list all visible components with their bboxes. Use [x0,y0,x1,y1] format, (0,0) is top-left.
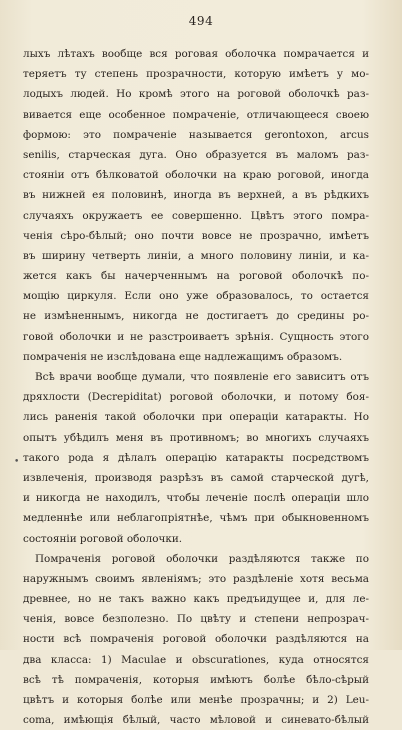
text-line: случаяхъ окружаетъ ее совершенно. Цвѣтъ этого помра- [23,209,369,222]
text-line: Помраченія роговой оболочки раздѣляются также по [35,552,369,565]
text-line: и никогда не находилъ, чтобы леченіе послѣ операціи шло [23,492,369,505]
text-line: senilis, старческая дуга. Оно образуется въ маломъ раз- [23,148,369,161]
text-line: цвѣтъ и которыя болѣе или менѣе прозрачны; и 2) Leu- [23,694,369,706]
text-line: лись раненія такой оболочки при операціи катаракты. Но [23,411,369,424]
text-line: такого рода я дѣлалъ операцію катаракты посредствомъ [23,451,369,464]
text-line: жется какъ бы начерченнымъ на роговой оболочкѣ по- [23,270,369,283]
text-line: лодыхъ людей. Но кромѣ этого на роговой оболочкѣ раз- [23,88,369,101]
margin-mark: • [14,457,20,467]
text-line: наружнымъ своимъ явленіямъ; это раздѣленіе хотя весьма [23,572,369,585]
text-line: ченія, вовсе безполезно. По цвѣту и степени непрозрач- [23,613,369,626]
text-line: опытъ убѣдилъ меня въ противномъ; во многихъ случаяхъ [23,431,369,444]
text-line: состояніи роговой оболочки. [23,532,183,545]
text-line: теряетъ ту степень прозрачности, которую имѣетъ у мо- [23,68,369,81]
text-line: въ ширину четверть линіи, а много половину линіи, и ка- [23,249,369,262]
text-line: помраченія не изслѣдована еще надлежащимъ образомъ. [23,350,343,363]
text-line: ности всѣ помраченія роговой оболочки раздѣляются на [23,633,369,646]
text-line: два класса: 1) Maculae и obscurationes, куда относятся [23,653,369,666]
text-line: всѣ тѣ помраченія, которыя имѣютъ болѣе бѣло-сѣрый [23,673,369,686]
text-line: формою: это помраченіе называется gerontoxon, arcus [23,128,369,141]
page-number: 494 [188,14,214,28]
body-text [23,44,369,730]
text-line: coma, имѣющія бѣлый, часто мѣловой и синевато-бѣлый [23,714,369,727]
text-line: древнее, но не такъ важно какъ предъидущее и, для ле- [23,593,369,606]
text-line: не измѣненнымъ, никогда не достигаетъ до средины ро- [23,310,369,323]
text-line: извлеченія, производя разрѣзъ въ самой старческой дугѣ, [23,471,369,484]
text-line: говой оболочки и не разстроиваетъ зрѣнія. Сущность этого [23,330,369,343]
text-line: медленнѣе или неблагопріятнѣе, чѣмъ при обыкновенномъ [23,512,369,525]
text-line: вивается еще особенное помрачeніе, отличающееся своею [23,108,369,121]
text-line: стояніи отъ бѣлковатой оболочки на краю роговой, иногда [23,169,369,182]
text-line: лыхъ лѣтахъ вообще вся роговая оболочка помрачается и [23,48,369,60]
text-line: Всѣ врачи вообще думали, что появленіе его зависитъ отъ [35,371,369,383]
text-line: мощію циркуля. Если оно уже образовалось, то остается [23,290,369,303]
text-line: ченія сѣро-бѣлый; оно почти вовсе не прозрачно, имѣетъ [23,229,369,242]
text-line: въ нижней ея половинѣ, иногда въ верхней, а въ рѣдкихъ [23,189,369,202]
text-line: дряхлости (Decrepiditat) роговой оболочки, и потому боя- [23,391,369,404]
